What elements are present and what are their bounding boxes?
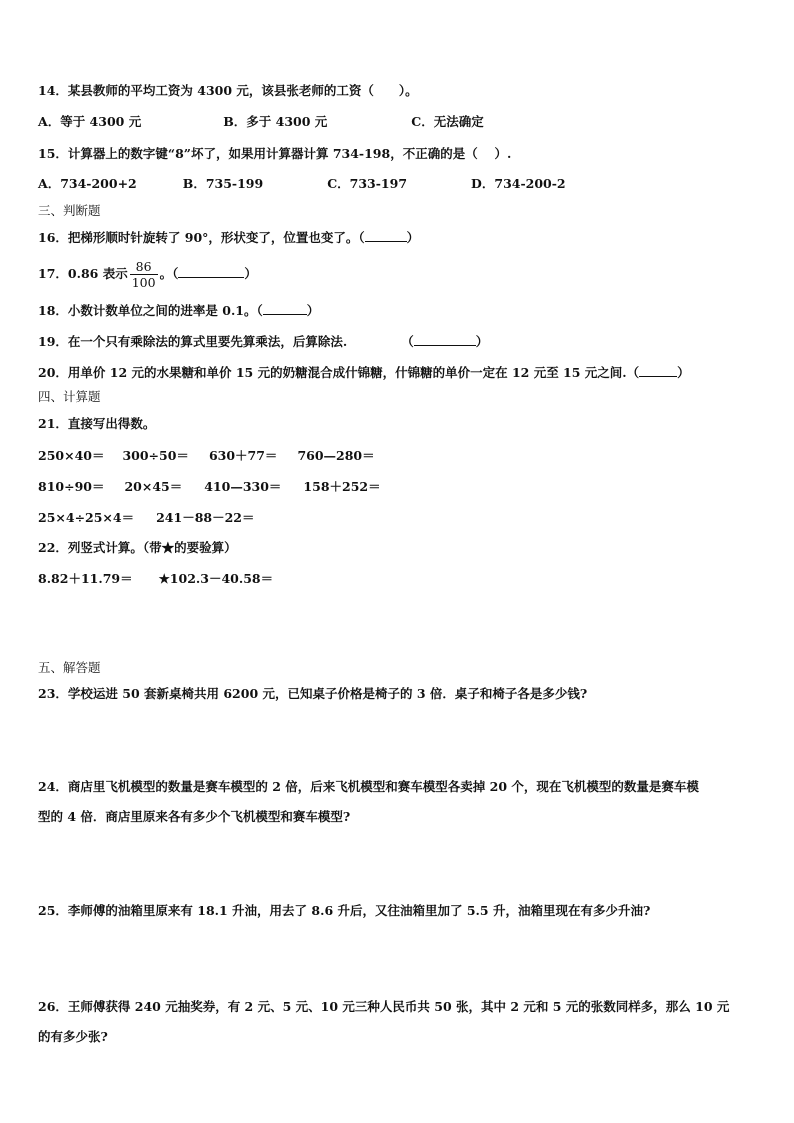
question-17-stem: 17．0.86 表示 [38,266,128,281]
option-c: C．733-197 [327,176,408,191]
close-paren: ） [244,266,257,281]
question-14-stem: 14．某县教师的平均工资为 4300 元，该县张老师的工资（ ）。 [38,83,418,98]
calc-row [38,448,375,464]
option-b: B．多于 4300 元 [223,114,328,129]
calc-row [38,571,273,587]
fraction-numerator: 86 [130,259,158,275]
calc-item: 630＋77＝ [208,448,278,463]
question-15-stem: 15．计算器上的数字键“8”坏了，如果用计算器计算 734-198，不正确的是（ ）. [38,146,512,161]
question-19 [38,333,488,350]
answer-blank[interactable] [639,364,677,377]
question-17-after: 。（ [159,266,179,281]
calc-item: 20×45＝ [124,479,183,494]
calc-item: 810÷90＝ [38,479,105,494]
answer-blank[interactable] [414,333,476,346]
section-4-heading: 四、计算题 [38,389,101,404]
question-16-stem: 16．把梯形顺时针旋转了 90°，形状变了，位置也变了。（ [38,230,365,245]
question-18 [38,302,319,319]
option-a: A．等于 4300 元 [38,114,142,129]
question-18-stem: 18．小数计数单位之间的进率是 0.1。（ [38,303,263,318]
question-20-stem: 20．用单价 12 元的水果糖和单价 15 元的奶糖混合成什锦糖，什锦糖的单价一定在 12 元至 15 元之间.（ [38,365,640,380]
calc-item: 25×4÷25×4＝ [38,510,135,525]
answer-blank[interactable] [263,302,307,315]
section-3-heading: 三、判断题 [38,203,101,218]
calc-item: 410—330＝ [204,479,282,494]
question-15-options [38,176,566,192]
calc-item: 158＋252＝ [303,479,381,494]
question-19-stem: 19．在一个只有乘除法的算式里要先算乘法，后算除法. [38,334,348,349]
calc-row [38,479,381,495]
close-paren: ） [677,365,690,380]
fraction-denominator: 100 [131,275,156,290]
close-paren: ） [475,334,489,349]
calc-item: 241－88－22＝ [156,510,255,525]
option-a: A．734-200+2 [38,176,137,191]
answer-blank[interactable] [178,265,244,278]
answer-blank[interactable] [365,229,407,242]
option-d: D．734-200-2 [471,176,566,191]
fraction [130,259,158,290]
open-paren: （ [401,334,414,349]
calc-row [38,510,255,526]
option-b: B．735-199 [182,176,264,191]
question-17 [38,256,257,292]
question-26-line-1: 26．王师傅获得 240 元抽奖券，有 2 元、5 元、10 元三种人民币共 50 张，其中 2 元和 5 元的张数同样多，那么 10 元 [38,999,730,1014]
calc-item: 300÷50＝ [122,448,189,463]
question-24-line-1: 24．商店里飞机模型的数量是赛车模型的 2 倍，后来飞机模型和赛车模型各卖掉 20 个，现在飞机模型的数量是赛车模 [38,779,699,794]
close-paren: ） [306,303,320,318]
question-26-line-2: 的有多少张? [38,1029,108,1044]
question-20 [38,364,690,381]
option-c: C．无法确定 [411,114,484,129]
calc-item: 8.82＋11.79＝ [38,571,133,586]
question-16 [38,229,419,246]
calc-item: ★102.3－40.58＝ [158,571,274,586]
close-paren: ） [406,230,420,245]
question-21-stem: 21．直接写出得数。 [38,416,156,431]
question-22-stem: 22．列竖式计算。（带★的要验算） [38,540,237,555]
question-23: 23．学校运进 50 套新桌椅共用 6200 元，已知桌子价格是椅子的 3 倍．桌子和椅子各是多少钱? [38,686,588,701]
calc-item: 250×40＝ [38,448,105,463]
question-25: 25．李师傅的油箱里原来有 18.1 升油，用去了 8.6 升后，又往油箱里加了 5.5 升，油箱里现在有多少升油? [38,903,651,918]
calc-item: 760—280＝ [297,448,375,463]
question-14-options [38,114,484,130]
section-5-heading: 五、解答题 [38,660,101,675]
question-24-line-2: 型的 4 倍．商店里原来各有多少个飞机模型和赛车模型? [38,809,351,824]
